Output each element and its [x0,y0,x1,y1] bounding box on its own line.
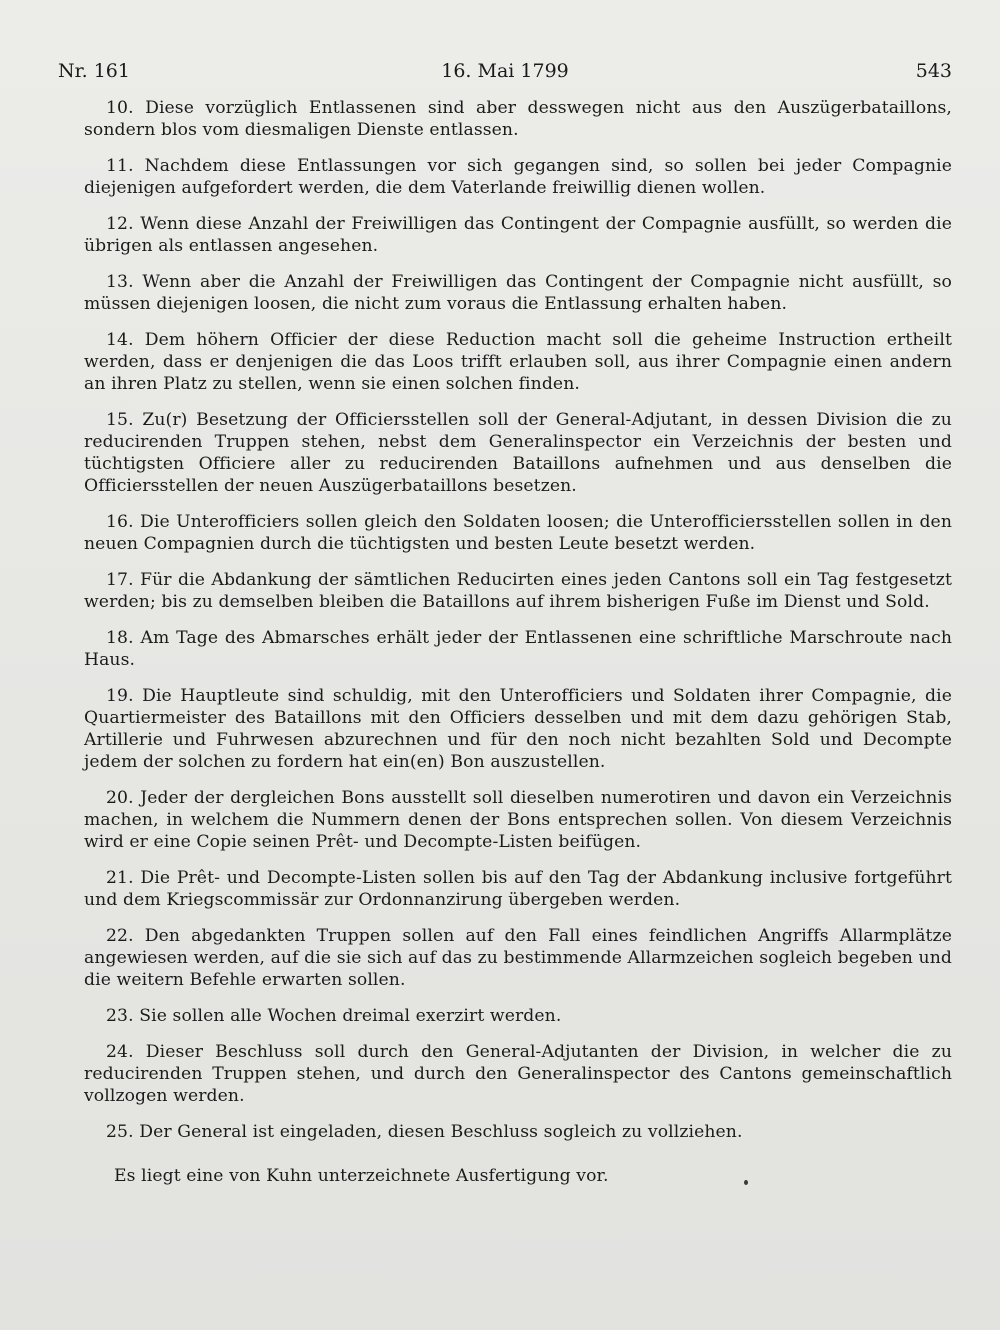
paragraph-10 [54,97,952,141]
document-body [84,97,952,1187]
paragraph-text: Nachdem diese Entlassungen vor sich gegangen sind, so sollen bei jeder Compagnie diejenigen aufgefordert werden, die dem Vaterlande freiwillig dienen wollen. [84,156,952,198]
paragraph-number: 10. [106,98,134,118]
paragraph-text: Für die Abdankung der sämtlichen Reducirten eines jeden Cantons soll ein Tag festgesetzt werden; bis zu demselben bleiben die Bataillons auf ihrem bisherigen Fuße im Dienst und Sold. [84,570,952,612]
paragraph-21 [54,867,952,911]
paragraph-22 [54,925,952,991]
paragraph-text: Die Prêt- und Decompte-Listen sollen bis auf den Tag der Abdankung inclusive fortgeführt und dem Kriegscommissär zur Ordonnanzirung übergeben werden. [84,868,952,910]
paragraph-text: Der General ist eingeladen, diesen Beschluss sogleich zu vollziehen. [139,1122,743,1142]
closing-note: Es liegt eine von Kuhn unterzeichnete Ausfertigung vor. [114,1166,609,1186]
paragraph-number: 23. [106,1006,134,1026]
page-number: 543 [915,60,952,82]
paragraph-24 [54,1041,952,1107]
paragraph-number: 14. [106,330,134,350]
paragraph-15 [54,409,952,497]
paragraph-text: Wenn aber die Anzahl der Freiwilligen das Contingent der Compagnie nicht ausfüllt, so müssen diejenigen loosen, die nicht zum voraus die Entlassung erhalten haben. [84,272,952,314]
paragraph-number: 24. [106,1042,134,1062]
paragraph-25 [54,1121,952,1143]
paragraph-text: Die Unterofficiers sollen gleich den Soldaten loosen; die Unterofficiersstellen sollen in den neuen Compagnien durch die tüchtigsten und besten Leute besetzt werden. [84,512,952,554]
paragraph-19 [54,685,952,773]
paragraph-text: Die Hauptleute sind schuldig, mit den Unterofficiers und Soldaten ihrer Compagnie, die Quartiermeister des Bataillons mit den Officiers desselben und mit dem dazu gehörigen Stab, Artillerie und Fuhrwesen abzurechnen und für den noch nicht bezahlten Sold und Decompte jedem der solchen zu fordern hat ein(en) Bon auszustellen. [84,686,952,772]
paragraph-number: 21. [106,868,134,888]
page-header [58,56,952,86]
paragraph-number: 16. [106,512,134,532]
paragraph-17 [54,569,952,613]
paragraph-text: Den abgedankten Truppen sollen auf den Fall eines feindlichen Angriffs Allarmplätze angewiesen werden, auf die sie sich auf das zu bestimmende Allarmzeichen sogleich begeben und die weitern Befehle erwarten sollen. [84,926,952,990]
paragraph-number: 19. [106,686,134,706]
paragraph-23 [54,1005,952,1027]
paragraph-text: Jeder der dergleichen Bons ausstellt soll dieselben numerotiren und davon ein Verzeichnis machen, in welchem die Nummern denen der Bons entsprechen sollen. Von diesem Verzeichnis wird er eine Copie seinen Prêt- und Decompte-Listen beifügen. [84,788,952,852]
paragraph-13 [54,271,952,315]
paragraph-text: Zu(r) Besetzung der Officiersstellen soll der General-Adjutant, in dessen Division die zu reducirenden Truppen stehen, nebst dem Generalinspector ein Verzeichnis der besten und tüchtigsten Officiere aller zu reducirenden Bataillons aufnehmen und aus denselben die Officiersstellen der neuen Auszügerbataillons besetzen. [84,410,952,496]
document-number: Nr. 161 [58,60,130,82]
paragraph-number: 12. [106,214,134,234]
paragraph-number: 22. [106,926,134,946]
paragraph-number: 17. [106,570,134,590]
paragraph-text: Am Tage des Abmarsches erhält jeder der Entlassenen eine schriftliche Marschroute nach Haus. [84,628,952,670]
paragraph-number: 25. [106,1122,134,1142]
paragraph-14 [54,329,952,395]
paragraph-number: 13. [106,272,134,292]
paragraph-number: 11. [106,156,134,176]
paragraph-text: Dem höhern Officier der diese Reduction macht soll die geheime Instruction ertheilt werden, dass er denjenigen die das Loos trifft erlauben soll, aus ihrer Compagnie einen andern an ihren Platz zu stellen, wenn sie einen solchen finden. [84,330,952,394]
ink-speck [744,1180,748,1185]
document-date: 16. Mai 1799 [441,60,569,82]
paragraph-number: 18. [106,628,134,648]
paragraph-12 [54,213,952,257]
paragraph-18 [54,627,952,671]
paragraph-11 [54,155,952,199]
paragraph-number: 20. [106,788,134,808]
paragraph-text: Dieser Beschluss soll durch den General-Adjutanten der Division, in welcher die zu reducirenden Truppen stehen, und durch den Generalinspector des Cantons gemeinschaftlich vollzogen werden. [84,1042,952,1106]
paragraph-16 [54,511,952,555]
paragraph-text: Wenn diese Anzahl der Freiwilligen das Contingent der Compagnie ausfüllt, so werden die übrigen als entlassen angesehen. [84,214,952,256]
paragraph-number: 15. [106,410,134,430]
paragraph-20 [54,787,952,853]
paragraph-text: Sie sollen alle Wochen dreimal exerzirt werden. [139,1006,562,1026]
paragraph-text: Diese vorzüglich Entlassenen sind aber desswegen nicht aus den Auszügerbataillons, sondern blos vom diesmaligen Dienste entlassen. [84,98,952,140]
